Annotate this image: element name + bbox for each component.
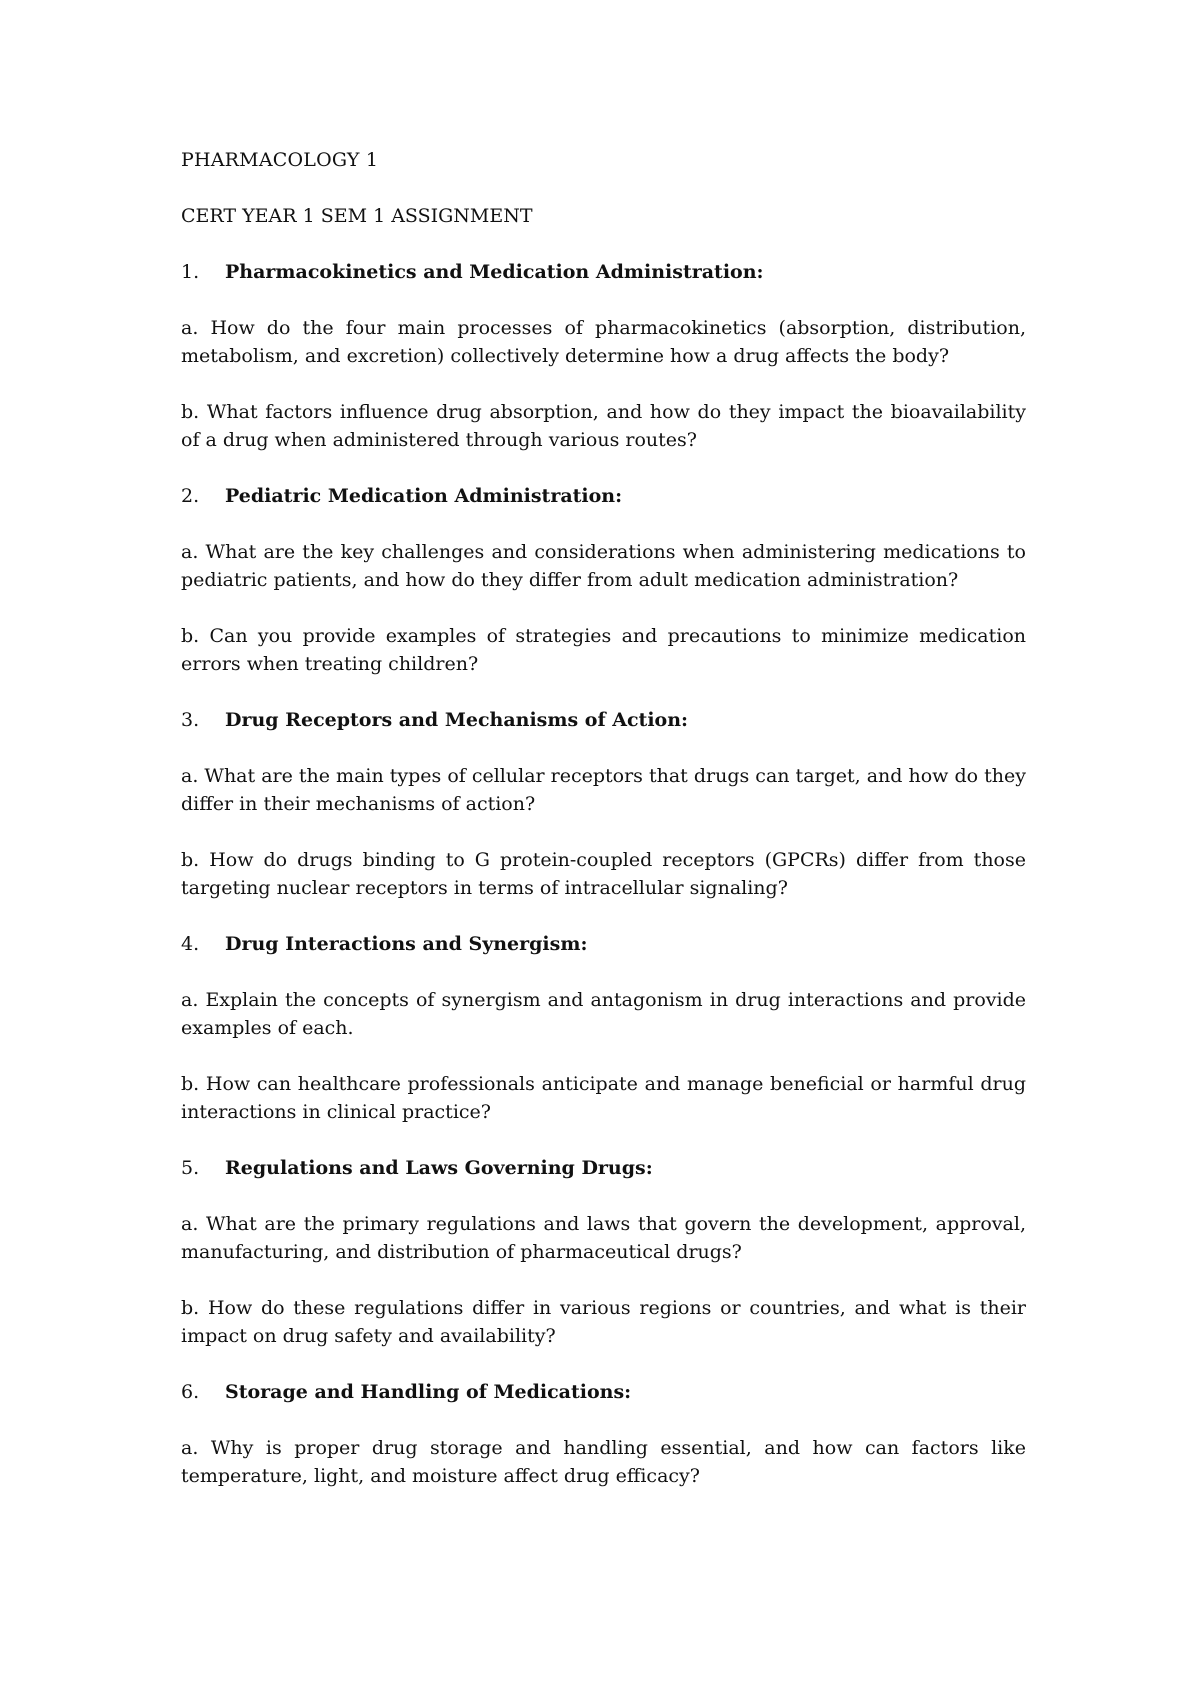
- section-heading: [181, 1154, 1026, 1182]
- section-heading: [181, 482, 1026, 510]
- section-drug-interactions: [181, 930, 1026, 1126]
- document-page: [181, 146, 1026, 1646]
- section-heading: [181, 1378, 1026, 1406]
- question-text: a. How do the four main processes of pharmacokinetics (absorption, distribution, metabolism, and excretion) collectively determine how a drug affects the body?: [181, 317, 1026, 367]
- section-title: Drug Receptors and Mechanisms of Action:: [225, 709, 689, 731]
- document-title: PHARMACOLOGY 1: [181, 149, 379, 171]
- question-text: b. Can you provide examples of strategies and precautions to minimize medication errors when treating children?: [181, 625, 1026, 675]
- section-title: Storage and Handling of Medications:: [225, 1381, 632, 1403]
- section-title: Pediatric Medication Administration:: [225, 485, 623, 507]
- question-text: a. Explain the concepts of synergism and antagonism in drug interactions and provide examples of each.: [181, 989, 1026, 1039]
- question-text: b. How do these regulations differ in various regions or countries, and what is their impact on drug safety and availability?: [181, 1297, 1026, 1347]
- section-regulations: [181, 1154, 1026, 1350]
- section-pharmacokinetics: [181, 258, 1026, 454]
- section-drug-receptors: [181, 706, 1026, 902]
- section-number: 2.: [181, 485, 200, 507]
- section-heading: [181, 930, 1026, 958]
- section-number: 1.: [181, 261, 200, 283]
- section-number: 6.: [181, 1381, 200, 1403]
- section-storage-handling: [181, 1378, 1026, 1490]
- section-heading: [181, 706, 1026, 734]
- section-number: 5.: [181, 1157, 200, 1179]
- question-text: b. How do drugs binding to G protein-coupled receptors (GPCRs) differ from those targeting nuclear receptors in terms of intracellular signaling?: [181, 849, 1026, 899]
- question-text: a. What are the main types of cellular receptors that drugs can target, and how do they differ in their mechanisms of action?: [181, 765, 1026, 815]
- question-text: a. What are the key challenges and considerations when administering medications to pediatric patients, and how do they differ from adult medication administration?: [181, 541, 1026, 591]
- section-number: 4.: [181, 933, 200, 955]
- section-pediatric-medication: [181, 482, 1026, 678]
- question-text: b. How can healthcare professionals anticipate and manage beneficial or harmful drug interactions in clinical practice?: [181, 1073, 1026, 1123]
- section-title: Regulations and Laws Governing Drugs:: [225, 1157, 653, 1179]
- question-text: a. Why is proper drug storage and handling essential, and how can factors like temperature, light, and moisture affect drug efficacy?: [181, 1437, 1026, 1487]
- question-text: a. What are the primary regulations and laws that govern the development, approval, manufacturing, and distribution of pharmaceutical drugs?: [181, 1213, 1026, 1263]
- section-number: 3.: [181, 709, 200, 731]
- section-heading: [181, 258, 1026, 286]
- document-subtitle: CERT YEAR 1 SEM 1 ASSIGNMENT: [181, 205, 533, 227]
- section-title: Pharmacokinetics and Medication Administration:: [225, 261, 764, 283]
- section-title: Drug Interactions and Synergism:: [225, 933, 588, 955]
- question-text: b. What factors influence drug absorption, and how do they impact the bioavailability of a drug when administered through various routes?: [181, 401, 1026, 451]
